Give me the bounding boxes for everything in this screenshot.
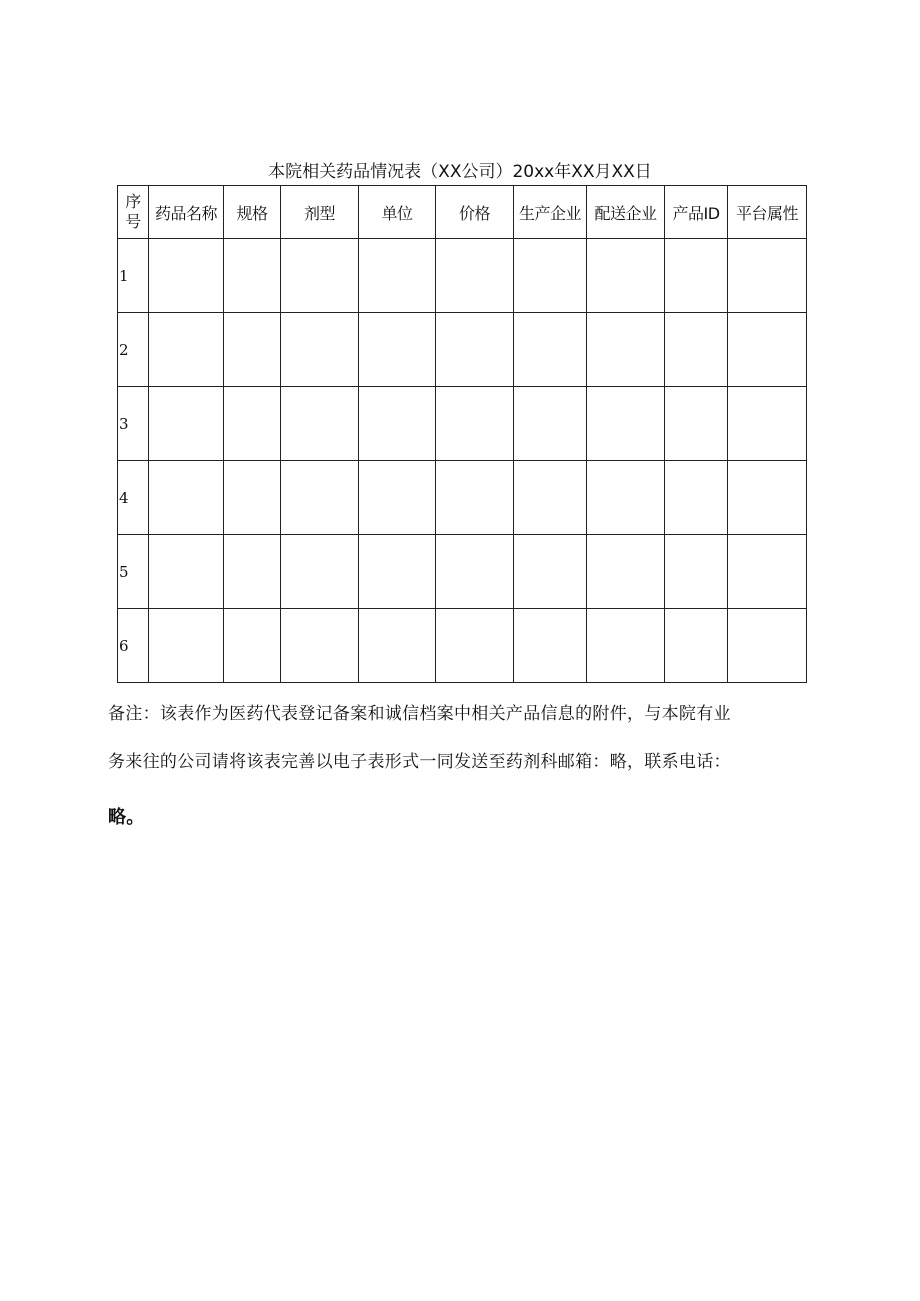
table-cell xyxy=(728,313,807,387)
table-cell xyxy=(359,313,436,387)
table-cell xyxy=(587,239,665,313)
table-cell xyxy=(728,239,807,313)
header-drug-name: 药品名称 xyxy=(149,186,224,239)
table-cell xyxy=(514,387,587,461)
table-cell xyxy=(436,609,514,683)
table-cell xyxy=(587,313,665,387)
table-cell xyxy=(149,461,224,535)
table-cell xyxy=(149,535,224,609)
document-title: 本院相关药品情况表（XX公司）20xx年XX月XX日 xyxy=(268,162,652,182)
table-cell xyxy=(665,239,728,313)
note-line-2: 务来往的公司请将该表完善以电子表形式一同发送至药剂科邮箱：略，联系电话： xyxy=(108,752,731,772)
table-cell xyxy=(359,609,436,683)
table-cell xyxy=(281,535,359,609)
header-seq: 序号 xyxy=(118,186,149,239)
table-cell xyxy=(665,535,728,609)
table-header-row xyxy=(118,186,807,239)
row-seq: 5 xyxy=(118,535,149,609)
table-cell xyxy=(665,461,728,535)
header-price: 价格 xyxy=(436,186,514,239)
row-seq: 1 xyxy=(118,239,149,313)
table-row xyxy=(118,609,807,683)
table-cell xyxy=(224,387,281,461)
table-cell xyxy=(224,313,281,387)
header-spec: 规格 xyxy=(224,186,281,239)
table-row xyxy=(118,239,807,313)
table-cell xyxy=(149,239,224,313)
table-cell xyxy=(281,239,359,313)
table-cell xyxy=(224,461,281,535)
table-cell xyxy=(514,609,587,683)
header-distributor: 配送企业 xyxy=(587,186,665,239)
row-seq: 4 xyxy=(118,461,149,535)
table-cell xyxy=(587,387,665,461)
table-row xyxy=(118,535,807,609)
table-cell xyxy=(728,387,807,461)
table-cell xyxy=(728,609,807,683)
table-cell xyxy=(359,461,436,535)
table-cell xyxy=(665,313,728,387)
header-manufacturer: 生产企业 xyxy=(514,186,587,239)
header-unit: 单位 xyxy=(359,186,436,239)
table-cell xyxy=(149,609,224,683)
row-seq: 2 xyxy=(118,313,149,387)
table-cell xyxy=(665,387,728,461)
table-cell xyxy=(224,239,281,313)
table-cell xyxy=(587,461,665,535)
table-cell xyxy=(665,609,728,683)
table-cell xyxy=(514,313,587,387)
table-cell xyxy=(436,313,514,387)
table-cell xyxy=(587,535,665,609)
table-row xyxy=(118,313,807,387)
table-cell xyxy=(281,387,359,461)
drug-info-table xyxy=(117,185,807,683)
table-cell xyxy=(587,609,665,683)
table-cell xyxy=(514,461,587,535)
table-cell xyxy=(281,609,359,683)
table-cell xyxy=(514,239,587,313)
note-line-3: 略。 xyxy=(108,807,145,828)
table-cell xyxy=(436,535,514,609)
table-cell xyxy=(436,387,514,461)
table-row xyxy=(118,387,807,461)
table-row xyxy=(118,461,807,535)
table-cell xyxy=(514,535,587,609)
table-cell xyxy=(436,461,514,535)
row-seq: 6 xyxy=(118,609,149,683)
table-cell xyxy=(149,313,224,387)
table-cell xyxy=(359,239,436,313)
table-cell xyxy=(281,461,359,535)
table-cell xyxy=(436,239,514,313)
table-cell xyxy=(359,387,436,461)
table-cell xyxy=(728,461,807,535)
note-line-1: 备注：该表作为医药代表登记备案和诚信档案中相关产品信息的附件，与本院有业 xyxy=(108,704,731,724)
header-dosage-form: 剂型 xyxy=(281,186,359,239)
header-platform-attr: 平台属性 xyxy=(728,186,807,239)
header-product-id: 产品ID xyxy=(665,186,728,239)
row-seq: 3 xyxy=(118,387,149,461)
table-cell xyxy=(359,535,436,609)
table-cell xyxy=(224,535,281,609)
table-cell xyxy=(281,313,359,387)
table-cell xyxy=(728,535,807,609)
table-cell xyxy=(149,387,224,461)
table-cell xyxy=(224,609,281,683)
